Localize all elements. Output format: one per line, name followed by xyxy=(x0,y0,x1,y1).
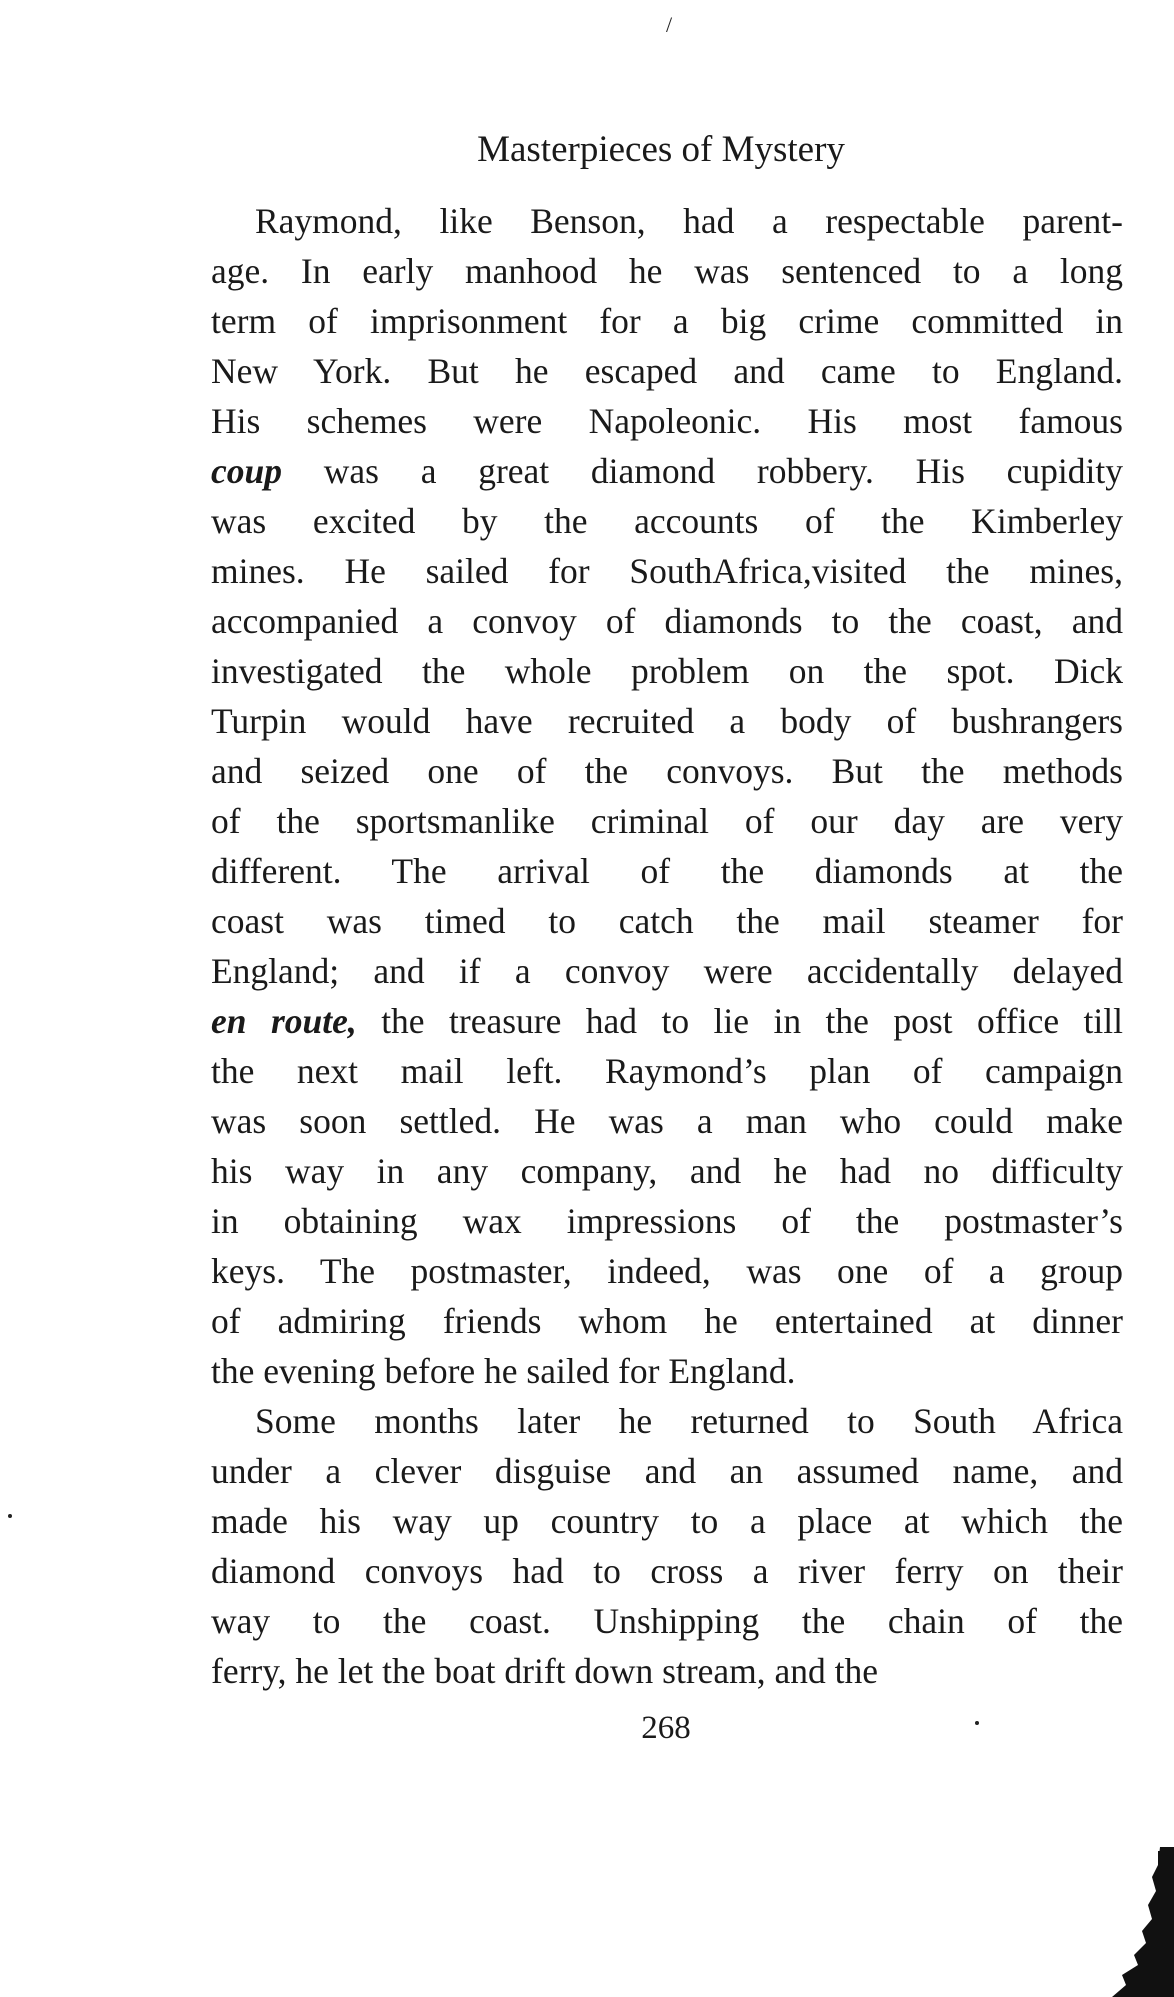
text-segment: under a clever disguise and an assumed name, and xyxy=(211,1451,1123,1491)
text-segment: the treasure had to lie in the post office till xyxy=(356,1001,1123,1041)
text-line xyxy=(211,596,1123,646)
text-segment: in obtaining wax impressions of the postmaster’s xyxy=(211,1201,1123,1241)
text-line xyxy=(211,396,1123,446)
page-number xyxy=(0,1708,1174,1748)
text-line xyxy=(211,1446,1123,1496)
text-line xyxy=(211,796,1123,846)
text-line xyxy=(211,246,1123,296)
italic-phrase: coup xyxy=(211,451,282,491)
text-line xyxy=(211,946,1123,996)
text-segment: coast was timed to catch the mail steamer for xyxy=(211,901,1123,941)
text-line xyxy=(211,196,1123,246)
text-segment: mines. He sailed for SouthAfrica,visited the mines, xyxy=(211,551,1123,591)
text-segment: was excited by the accounts of the Kimberley xyxy=(211,501,1123,541)
text-segment: term of imprisonment for a big crime committed in xyxy=(211,301,1123,341)
text-segment: investigated the whole problem on the spot. Dick xyxy=(211,651,1123,691)
text-segment: the evening before he sailed for England. xyxy=(211,1351,796,1391)
text-line xyxy=(211,996,1123,1046)
text-line xyxy=(211,1346,1123,1396)
text-segment: of admiring friends whom he entertained at dinner xyxy=(211,1301,1123,1341)
text-line xyxy=(211,896,1123,946)
text-segment: Some months later he returned to South Africa xyxy=(255,1401,1123,1441)
ink-speck-left xyxy=(8,1514,12,1518)
text-line xyxy=(211,296,1123,346)
running-head-title: Masterpieces of Mystery xyxy=(477,129,845,170)
text-line xyxy=(211,846,1123,896)
text-segment: diamond convoys had to cross a river ferry on their xyxy=(211,1551,1123,1591)
paragraph xyxy=(211,1396,1123,1696)
text-line xyxy=(211,696,1123,746)
text-segment: the next mail left. Raymond’s plan of campaign xyxy=(211,1051,1123,1091)
text-segment: of the sportsmanlike criminal of our day are very xyxy=(211,801,1123,841)
text-segment: different. The arrival of the diamonds at the xyxy=(211,851,1123,891)
text-line xyxy=(211,1396,1123,1446)
text-line xyxy=(211,1546,1123,1596)
italic-phrase: en route, xyxy=(211,1001,357,1041)
text-segment: age. In early manhood he was sentenced to a long xyxy=(211,251,1123,291)
text-line xyxy=(211,1646,1123,1696)
text-segment: ferry, he let the boat drift down stream, and the xyxy=(211,1651,879,1691)
text-line xyxy=(211,746,1123,796)
running-head xyxy=(0,128,1174,172)
text-segment: New York. But he escaped and came to England. xyxy=(211,351,1123,391)
text-segment: His schemes were Napoleonic. His most famous xyxy=(211,401,1123,441)
text-segment: and seized one of the convoys. But the methods xyxy=(211,751,1123,791)
page-number-value: 268 xyxy=(641,1710,691,1746)
text-segment: was a great diamond robbery. His cupidity xyxy=(282,451,1123,491)
text-segment: his way in any company, and he had no difficulty xyxy=(211,1151,1123,1191)
text-line xyxy=(211,496,1123,546)
text-segment: way to the coast. Unshipping the chain of the xyxy=(211,1601,1123,1641)
text-line xyxy=(211,446,1123,496)
text-line xyxy=(211,1596,1123,1646)
text-segment: England; and if a convoy were accidentally delayed xyxy=(211,951,1123,991)
text-line xyxy=(211,1196,1123,1246)
text-line xyxy=(211,1496,1123,1546)
page-edge-blot xyxy=(1112,1847,1174,1997)
text-line xyxy=(211,646,1123,696)
text-line xyxy=(211,1096,1123,1146)
text-segment: accompanied a convoy of diamonds to the coast, and xyxy=(211,601,1123,641)
text-line xyxy=(211,1246,1123,1296)
ink-speck-right xyxy=(975,1721,979,1725)
text-segment: Turpin would have recruited a body of bushrangers xyxy=(211,701,1123,741)
text-line xyxy=(211,1046,1123,1096)
text-line xyxy=(211,546,1123,596)
text-line xyxy=(211,346,1123,396)
text-segment: Raymond, like Benson, had a respectable parent- xyxy=(255,201,1123,241)
text-line xyxy=(211,1146,1123,1196)
body-text xyxy=(211,196,1123,1696)
text-segment: keys. The postmaster, indeed, was one of a group xyxy=(211,1251,1123,1291)
paragraph xyxy=(211,196,1123,1396)
text-segment: was soon settled. He was a man who could make xyxy=(211,1101,1123,1141)
text-segment: made his way up country to a place at which the xyxy=(211,1501,1123,1541)
top-stray-mark: / xyxy=(666,12,673,37)
text-line xyxy=(211,1296,1123,1346)
